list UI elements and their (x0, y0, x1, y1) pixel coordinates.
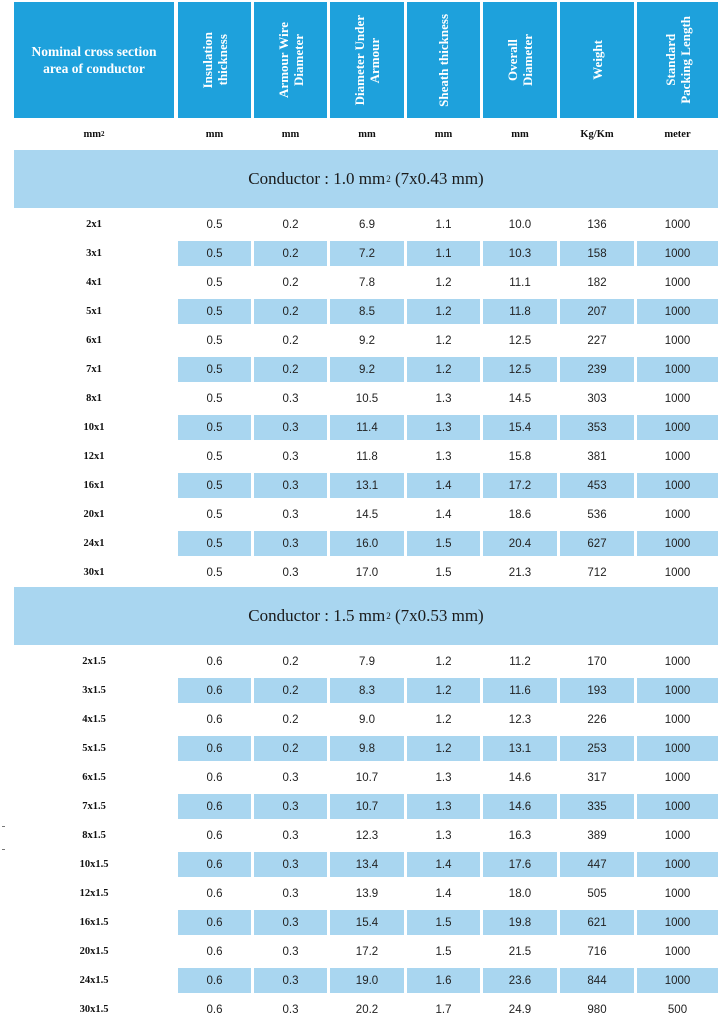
cell-size: 10x1 (83, 422, 105, 433)
cell-diameter-under-armour: 11.8 (356, 450, 378, 463)
cell-diameter-under-armour: 17.2 (355, 945, 379, 958)
units-row (0, 120, 720, 148)
cell-packing-length: 1000 (637, 678, 718, 703)
cell-sheath-thickness: 1.1 (407, 241, 480, 266)
table-row (0, 968, 720, 993)
cell-sheath-thickness: 1.4 (407, 852, 480, 877)
header-nominal-cross-section-label: Nominal cross section area of conductor (31, 44, 157, 76)
cell-packing-length: 1000 (637, 357, 718, 382)
cell-size: 12x1.5 (79, 888, 109, 899)
table-row (0, 939, 720, 964)
cell-sheath-thickness: 1.5 (435, 945, 452, 958)
cell-armour-wire-diameter: 0.2 (282, 218, 299, 231)
table-row (0, 881, 720, 906)
header-standard-packing-length (637, 2, 718, 118)
cell-armour-wire-diameter: 0.3 (254, 852, 327, 877)
cell-size: 7x1 (86, 364, 102, 375)
cell-diameter-under-armour: 7.2 (330, 241, 404, 266)
cell-packing-length: 1000 (637, 968, 718, 993)
cell-overall-diameter: 14.6 (508, 771, 532, 784)
cell-weight: 239 (560, 357, 634, 382)
cell-overall-diameter: 15.8 (508, 450, 532, 463)
cell-weight: 335 (560, 794, 634, 819)
cell-weight: 536 (587, 508, 607, 521)
unit-mm-label: mm (83, 128, 101, 140)
cell-armour-wire-diameter: 0.3 (254, 415, 327, 440)
table-row (0, 357, 720, 382)
header-armour-wire-diameter (254, 2, 327, 118)
cell-packing-length: 1000 (664, 887, 691, 900)
table-row (0, 910, 720, 935)
cell-packing-length: 1000 (637, 473, 718, 498)
table-row (0, 765, 720, 790)
cell-insulation-thickness: 0.6 (206, 1003, 223, 1016)
table-row (0, 415, 720, 440)
cell-size: 5x1.5 (82, 743, 106, 754)
cell-packing-length: 1000 (637, 910, 718, 935)
header-sheath-thickness (407, 2, 480, 118)
cell-overall-diameter: 11.1 (509, 276, 531, 289)
cell-overall-diameter: 14.6 (483, 794, 557, 819)
conductor-title-strand: (7x0.53 mm) (390, 606, 484, 625)
cell-overall-diameter: 18.0 (508, 887, 532, 900)
cell-armour-wire-diameter: 0.2 (254, 357, 327, 382)
cell-size: 2x1.5 (82, 656, 106, 667)
cell-weight: 381 (587, 450, 607, 463)
conductor-title-superscript: 2 (386, 611, 391, 621)
cell-packing-length: 1000 (664, 945, 691, 958)
table-row (0, 531, 720, 556)
cell-diameter-under-armour: 14.5 (355, 508, 379, 521)
cell-size: 5x1 (86, 306, 102, 317)
cell-insulation-thickness: 0.5 (206, 392, 223, 405)
header-weight (560, 2, 634, 118)
cell-overall-diameter: 17.6 (483, 852, 557, 877)
unit-sheath-thickness: mm (434, 128, 453, 140)
cell-insulation-thickness: 0.6 (178, 968, 251, 993)
cell-weight: 182 (587, 276, 607, 289)
cell-sheath-thickness: 1.3 (407, 794, 480, 819)
cell-weight: 627 (560, 531, 634, 556)
header-diameter-under-armour-label: Diameter Under Armour (352, 14, 382, 106)
cell-size: 8x1.5 (82, 830, 106, 841)
cell-diameter-under-armour: 13.1 (330, 473, 404, 498)
cell-weight: 158 (560, 241, 634, 266)
cell-armour-wire-diameter: 0.3 (282, 450, 299, 463)
cell-insulation-thickness: 0.6 (206, 771, 223, 784)
cell-packing-length: 1000 (637, 415, 718, 440)
table-row (0, 560, 720, 585)
cell-insulation-thickness: 0.6 (178, 852, 251, 877)
cell-diameter-under-armour: 8.3 (330, 678, 404, 703)
cell-weight: 447 (560, 852, 634, 877)
cell-insulation-thickness: 0.5 (178, 531, 251, 556)
cell-insulation-thickness: 0.6 (178, 910, 251, 935)
header-sheath-thickness-label: Sheath thickness (436, 13, 451, 107)
cell-diameter-under-armour: 9.2 (330, 357, 404, 382)
cell-size: 24x1 (83, 538, 105, 549)
cell-size: 16x1.5 (79, 917, 109, 928)
cell-packing-length: 1000 (664, 771, 691, 784)
cell-size: 20x1 (83, 509, 105, 520)
cell-sheath-thickness: 1.4 (407, 473, 480, 498)
header-diameter-under-armour (330, 2, 404, 118)
cell-armour-wire-diameter: 0.2 (254, 299, 327, 324)
cell-packing-length: 500 (667, 1003, 688, 1016)
conductor-band (14, 587, 718, 645)
table-row (0, 649, 720, 674)
cell-packing-length: 1000 (664, 450, 691, 463)
cell-insulation-thickness: 0.5 (206, 450, 223, 463)
cell-size: 6x1.5 (82, 772, 106, 783)
cell-diameter-under-armour: 11.4 (330, 415, 404, 440)
cell-size: 16x1 (83, 480, 105, 491)
cell-size: 3x1 (86, 248, 102, 259)
cell-overall-diameter: 11.8 (483, 299, 557, 324)
cell-packing-length: 1000 (637, 299, 718, 324)
conductor-title-superscript: 2 (386, 174, 391, 184)
cell-overall-diameter: 11.2 (509, 655, 531, 668)
cell-sheath-thickness: 1.2 (407, 678, 480, 703)
header-armour-wire-diameter-label: Armour Wire Diameter (275, 22, 306, 98)
cell-packing-length: 1000 (664, 392, 691, 405)
header-standard-packing-length-label: Standard Packing Length (662, 16, 693, 104)
cell-overall-diameter: 13.1 (483, 736, 557, 761)
cell-weight: 353 (560, 415, 634, 440)
cell-overall-diameter: 23.6 (483, 968, 557, 993)
cell-weight: 303 (587, 392, 607, 405)
cell-weight: 505 (587, 887, 607, 900)
cell-size: 24x1.5 (79, 975, 109, 986)
table-row (0, 502, 720, 527)
cell-overall-diameter: 18.6 (508, 508, 532, 521)
cell-sheath-thickness: 1.2 (407, 357, 480, 382)
cell-insulation-thickness: 0.6 (206, 829, 223, 842)
unit-packing-length: meter (664, 128, 691, 140)
cell-size: 4x1 (86, 277, 102, 288)
conductor-title: Conductor : 1.0 mm (248, 169, 386, 188)
unit-weight: Kg/Km (580, 128, 614, 140)
table-row (0, 473, 720, 498)
cell-overall-diameter: 12.3 (508, 713, 532, 726)
cell-size: 3x1.5 (82, 685, 106, 696)
cell-insulation-thickness: 0.6 (178, 678, 251, 703)
header-overall-diameter-label: Overall Diameter (505, 34, 535, 86)
cell-weight: 621 (560, 910, 634, 935)
cell-sheath-thickness: 1.3 (435, 450, 452, 463)
cell-size: 20x1.5 (79, 946, 109, 957)
cell-armour-wire-diameter: 0.3 (254, 794, 327, 819)
cell-weight: 136 (587, 218, 607, 231)
cell-sheath-thickness: 1.1 (435, 218, 452, 231)
cell-sheath-thickness: 1.6 (407, 968, 480, 993)
cell-armour-wire-diameter: 0.3 (282, 392, 299, 405)
cell-weight: 453 (560, 473, 634, 498)
cell-diameter-under-armour: 20.2 (355, 1003, 379, 1016)
unit-armour-wire-diameter: mm (281, 128, 300, 140)
cell-armour-wire-diameter: 0.3 (282, 887, 299, 900)
cell-sheath-thickness: 1.3 (435, 829, 452, 842)
cell-weight: 389 (587, 829, 607, 842)
table-row (0, 270, 720, 295)
cell-overall-diameter: 17.2 (483, 473, 557, 498)
cell-armour-wire-diameter: 0.2 (282, 334, 299, 347)
cell-sheath-thickness: 1.5 (407, 910, 480, 935)
header-nominal-cross-section (14, 2, 174, 118)
cell-armour-wire-diameter: 0.3 (254, 968, 327, 993)
cell-sheath-thickness: 1.7 (435, 1003, 452, 1016)
cell-insulation-thickness: 0.6 (178, 794, 251, 819)
conductor-band (14, 150, 718, 208)
cell-overall-diameter: 21.3 (508, 566, 532, 579)
cell-sheath-thickness: 1.2 (435, 334, 452, 347)
cell-weight: 317 (587, 771, 607, 784)
cell-weight: 980 (587, 1003, 607, 1016)
cell-armour-wire-diameter: 0.3 (282, 829, 299, 842)
table-row (0, 241, 720, 266)
cell-sheath-thickness: 1.2 (435, 655, 452, 668)
cell-size: 4x1.5 (82, 714, 106, 725)
cell-insulation-thickness: 0.6 (178, 736, 251, 761)
cell-insulation-thickness: 0.5 (206, 566, 223, 579)
cell-diameter-under-armour: 10.7 (355, 771, 379, 784)
cell-diameter-under-armour: 17.0 (355, 566, 379, 579)
margin-mark (2, 849, 5, 850)
cell-size: 2x1 (86, 219, 102, 230)
table-row (0, 852, 720, 877)
cell-armour-wire-diameter: 0.2 (254, 241, 327, 266)
cell-armour-wire-diameter: 0.3 (254, 910, 327, 935)
cell-armour-wire-diameter: 0.3 (282, 945, 299, 958)
header-weight-label: Weight (589, 40, 605, 80)
cell-armour-wire-diameter: 0.2 (254, 678, 327, 703)
cell-sheath-thickness: 1.2 (435, 713, 452, 726)
table-row (0, 386, 720, 411)
cell-overall-diameter: 12.5 (483, 357, 557, 382)
cell-armour-wire-diameter: 0.3 (254, 531, 327, 556)
cell-sheath-thickness: 1.3 (435, 771, 452, 784)
cell-weight: 227 (587, 334, 607, 347)
cell-weight: 712 (587, 566, 607, 579)
cell-weight: 253 (560, 736, 634, 761)
cell-overall-diameter: 11.6 (483, 678, 557, 703)
cell-packing-length: 1000 (664, 655, 691, 668)
cell-sheath-thickness: 1.2 (407, 299, 480, 324)
cell-packing-length: 1000 (664, 276, 691, 289)
table-row (0, 299, 720, 324)
cell-armour-wire-diameter: 0.2 (282, 713, 299, 726)
unit-superscript: 2 (101, 130, 105, 138)
cell-overall-diameter: 24.9 (508, 1003, 532, 1016)
cell-packing-length: 1000 (664, 508, 691, 521)
cell-diameter-under-armour: 13.9 (355, 887, 379, 900)
cell-packing-length: 1000 (664, 334, 691, 347)
cell-weight: 207 (560, 299, 634, 324)
cell-armour-wire-diameter: 0.3 (282, 508, 299, 521)
cell-overall-diameter: 19.8 (483, 910, 557, 935)
cell-overall-diameter: 16.3 (508, 829, 532, 842)
cell-sheath-thickness: 1.3 (435, 392, 452, 405)
cell-diameter-under-armour: 16.0 (330, 531, 404, 556)
cell-sheath-thickness: 1.3 (407, 415, 480, 440)
cell-diameter-under-armour: 9.8 (330, 736, 404, 761)
cell-diameter-under-armour: 6.9 (359, 218, 375, 231)
cell-insulation-thickness: 0.6 (206, 945, 223, 958)
cell-packing-length: 1000 (637, 852, 718, 877)
cell-sheath-thickness: 1.2 (435, 276, 452, 289)
cell-packing-length: 1000 (664, 829, 691, 842)
cell-diameter-under-armour: 15.4 (330, 910, 404, 935)
unit-insulation-thickness: mm (205, 128, 224, 140)
unit-diameter-under-armour: mm (358, 128, 376, 140)
cell-overall-diameter: 20.4 (483, 531, 557, 556)
cell-weight: 193 (560, 678, 634, 703)
cell-insulation-thickness: 0.6 (206, 713, 223, 726)
cell-diameter-under-armour: 13.4 (330, 852, 404, 877)
cell-armour-wire-diameter: 0.2 (282, 655, 299, 668)
cell-weight: 716 (587, 945, 607, 958)
cell-overall-diameter: 12.5 (508, 334, 532, 347)
cell-size: 30x1 (83, 567, 105, 578)
cell-weight: 170 (587, 655, 607, 668)
table-row (0, 823, 720, 848)
cell-insulation-thickness: 0.5 (178, 357, 251, 382)
cell-overall-diameter: 10.3 (483, 241, 557, 266)
unit-size (14, 120, 174, 148)
cell-insulation-thickness: 0.5 (206, 508, 223, 521)
cell-size: 7x1.5 (82, 801, 106, 812)
cell-size: 12x1 (83, 451, 105, 462)
table-row (0, 328, 720, 353)
cell-packing-length: 1000 (664, 218, 691, 231)
cell-diameter-under-armour: 7.9 (359, 655, 375, 668)
cell-insulation-thickness: 0.5 (206, 276, 223, 289)
cell-sheath-thickness: 1.5 (435, 566, 452, 579)
cell-armour-wire-diameter: 0.2 (282, 276, 299, 289)
header-insulation-thickness (178, 2, 251, 118)
cell-armour-wire-diameter: 0.3 (282, 566, 299, 579)
header-insulation-thickness-label: Insulation thickness (199, 31, 230, 89)
cell-overall-diameter: 14.5 (508, 392, 532, 405)
cell-diameter-under-armour: 8.5 (330, 299, 404, 324)
cell-diameter-under-armour: 12.3 (355, 829, 379, 842)
cell-packing-length: 1000 (664, 566, 691, 579)
margin-mark (2, 826, 5, 827)
cell-overall-diameter: 10.0 (508, 218, 532, 231)
cell-size: 8x1 (86, 393, 102, 404)
table-row (0, 212, 720, 237)
header-overall-diameter (483, 2, 557, 118)
cell-diameter-under-armour: 9.2 (359, 334, 375, 347)
cell-diameter-under-armour: 9.0 (359, 713, 375, 726)
cell-insulation-thickness: 0.5 (178, 473, 251, 498)
cell-sheath-thickness: 1.4 (435, 887, 452, 900)
cell-armour-wire-diameter: 0.3 (282, 771, 299, 784)
table-row (0, 444, 720, 469)
unit-overall-diameter: mm (511, 128, 529, 140)
cell-size: 6x1 (86, 335, 102, 346)
cell-armour-wire-diameter: 0.3 (282, 1003, 299, 1016)
table-row (0, 678, 720, 703)
cell-armour-wire-diameter: 0.3 (254, 473, 327, 498)
cell-weight: 844 (560, 968, 634, 993)
cell-diameter-under-armour: 10.5 (355, 392, 379, 405)
cell-packing-length: 1000 (664, 713, 691, 726)
cell-insulation-thickness: 0.5 (178, 415, 251, 440)
cell-sheath-thickness: 1.2 (407, 736, 480, 761)
table-row (0, 707, 720, 732)
cell-overall-diameter: 15.4 (483, 415, 557, 440)
cell-insulation-thickness: 0.6 (206, 655, 223, 668)
cell-sheath-thickness: 1.5 (407, 531, 480, 556)
cell-insulation-thickness: 0.5 (206, 334, 223, 347)
cell-diameter-under-armour: 7.8 (359, 276, 375, 289)
cell-armour-wire-diameter: 0.2 (254, 736, 327, 761)
cell-packing-length: 1000 (637, 736, 718, 761)
conductor-title: Conductor : 1.5 mm (248, 606, 386, 625)
table-row (0, 736, 720, 761)
cell-diameter-under-armour: 10.7 (330, 794, 404, 819)
table-row (0, 997, 720, 1022)
cell-insulation-thickness: 0.5 (178, 299, 251, 324)
cell-size: 30x1.5 (79, 1004, 109, 1015)
cell-diameter-under-armour: 19.0 (330, 968, 404, 993)
cell-sheath-thickness: 1.4 (435, 508, 452, 521)
cell-insulation-thickness: 0.6 (206, 887, 223, 900)
conductor-title-strand: (7x0.43 mm) (390, 169, 484, 188)
table-row (0, 794, 720, 819)
cell-overall-diameter: 21.5 (508, 945, 532, 958)
cell-size: 10x1.5 (79, 859, 109, 870)
cell-insulation-thickness: 0.5 (206, 218, 223, 231)
cell-insulation-thickness: 0.5 (178, 241, 251, 266)
cell-packing-length: 1000 (637, 531, 718, 556)
cell-packing-length: 1000 (637, 241, 718, 266)
cell-packing-length: 1000 (637, 794, 718, 819)
cell-weight: 226 (587, 713, 607, 726)
